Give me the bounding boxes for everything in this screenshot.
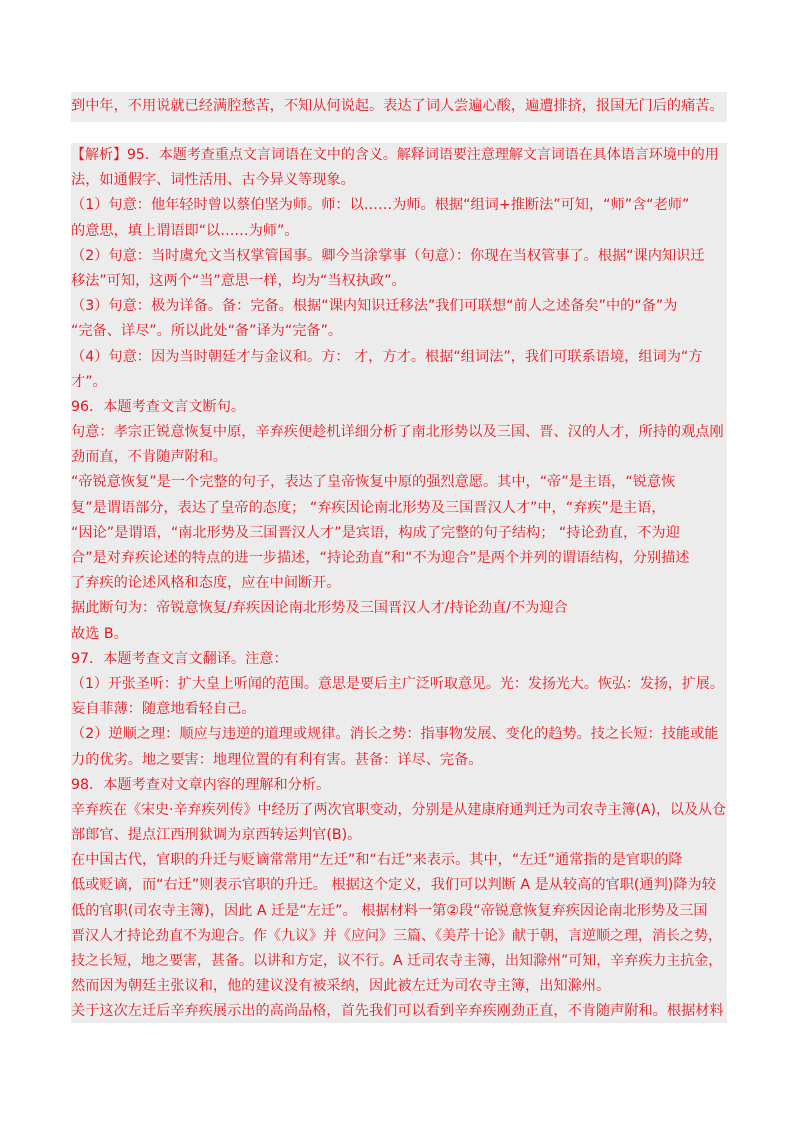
text-line: 技之长短，地之要害，甚备。以讲和方定，议不行。A 迁司农寺主簿，出知滁州”可知，辛弃疾力主抗金， (71, 953, 723, 969)
analysis-block (71, 143, 727, 1023)
text-line: （2）句意：当时虞允文当权掌管国事。卿今当涂掌事（句意）：你现在当权管事了。根据“课内知识迁 (71, 247, 705, 264)
text-line: （1）句意：他年轻时曾以蔡伯坚为师。师：以……为师。根据“组词+推断法”可知，“师”含“老师” (71, 197, 690, 214)
text-line: “因论”是谓语，“南北形势及三国晋汉人才”是宾语，构成了完整的句子结构； “持论劲直，不为迎 (71, 524, 680, 541)
text-line: “帝锐意恢复”是一个完整的句子，表达了皇帝恢复中原的强烈意愿。其中，“帝”是主语，“锐意恢 (71, 474, 676, 491)
text-line: 低的官职(司农寺主簿)，因此 A 迁是“左迁”。 根据材料一第②段“帝锐意恢复弃疾因论南北形势及三国 (71, 902, 708, 919)
text-line: 在中国古代，官职的升迁与贬谪常常用“左迁”和“右迁”来表示。其中，“左迁”通常指的是官职的降 (71, 852, 683, 869)
text-line: 96．本题考查文言文断句。 (71, 398, 246, 415)
text-line: “完备、详尽”。所以此处“备”译为“完备”。 (71, 323, 343, 340)
text-line: 复”是谓语部分，表达了皇帝的态度； “弃疾因论南北形势及三国晋汉人才”中，“弃疾”是主语， (71, 499, 666, 516)
text-line: 妄自菲薄：随意地看轻自己。 (71, 701, 256, 718)
text-line: （3）句意：极为详备。备：完备。根据“课内知识迁移法”我们可联想“前人之述备矣”中的“备”为 (71, 298, 678, 315)
text-line: 力的优劣。地之要害：地理位置的有利有害。甚备：详尽、完备。 (71, 751, 483, 768)
text-line: 辛弃疾在《宋史·辛弃疾列传》中经历了两次官职变动，分别是从建康府通判迁为司农寺主簿(A)，以及从仓 (71, 801, 726, 818)
text-line: （4）句意：因为当时朝廷才与金议和。方： 才，方才。根据“组词法”，我们可联系语境，组词为“方 (71, 348, 703, 365)
text-line: 98．本题考查对文章内容的理解和分析。 (71, 776, 331, 793)
text-line: 低或贬谪，而“右迁”则表示官职的升迁。 根据这个定义，我们可以判断 A 是从较高的官职(通判)降为较 (71, 877, 716, 894)
text-line: （1）开张圣听：扩大皇上听闻的范围。意思是要后主广泛听取意见。光：发扬光大。恢弘：发扬，扩展。 (71, 675, 724, 692)
text-line: 法，如通假字、词性活用、古今异义等现象。 (71, 172, 355, 189)
text-line: 到中年，不用说就已经满腔愁苦，不知从何说起。表达了词人尝遍心酸，遍遭排挤，报国无门后的痛苦。 (71, 98, 724, 114)
text-line: 劲而直，不肯随声附和。 (71, 449, 228, 466)
text-line: 了弃疾的论述风格和态度，应在中间断开。 (71, 575, 341, 592)
text-line: 97．本题考查文言文翻译。注意： (71, 650, 288, 667)
text-line: 晋汉人才持论劲直不为迎合。作《九议》并《应问》三篇、《美芹十论》献于朝，言逆顺之理，消长之势， (71, 927, 722, 944)
text-line: 关于这次左迁后辛弃疾展示出的高尚品格，首先我们可以看到辛弃疾刚劲正直，不肯随声附和。根据材料 (71, 1003, 724, 1020)
text-line: 合”是对弃疾论述的特点的进一步描述，“持论劲直”和“不为迎合”是两个并列的谓语结构，分别描述 (71, 550, 690, 566)
text-line: 部郎官、提点江西刑狱调为京西转运判官(B)。 (71, 827, 362, 844)
text-line: 的意思，填上谓语即“以……为师”。 (71, 222, 299, 239)
text-line: 故选 B。 (71, 625, 128, 642)
text-line: （2）逆顺之理：顺应与违逆的道理或规律。消长之势：指事物发展、变化的趋势。技之长短：技能或能 (71, 726, 719, 743)
intro-block (71, 92, 727, 122)
text-line: 移法”可知，这两个“当”意思一样，均为“当权执政”。 (71, 272, 406, 289)
text-line: 句意：孝宗正锐意恢复中原，辛弃疾便趁机详细分析了南北形势以及三国、晋、汉的人才，所持的观点刚 (71, 424, 724, 441)
text-line: 据此断句为：帝锐意恢复/弃疾因论南北形势及三国晋汉人才/持论劲直/不为迎合 (71, 600, 568, 617)
text-line: 才”。 (71, 373, 107, 390)
text-line: 【解析】95．本题考查重点文言词语在文中的含义。解释词语要注意理解文言词语在具体语言环境中的用 (71, 147, 719, 163)
text-line: 然而因为朝廷主张议和，他的建议没有被采纳，因此被左迁为司农寺主簿，出知滁州。 (71, 978, 611, 995)
